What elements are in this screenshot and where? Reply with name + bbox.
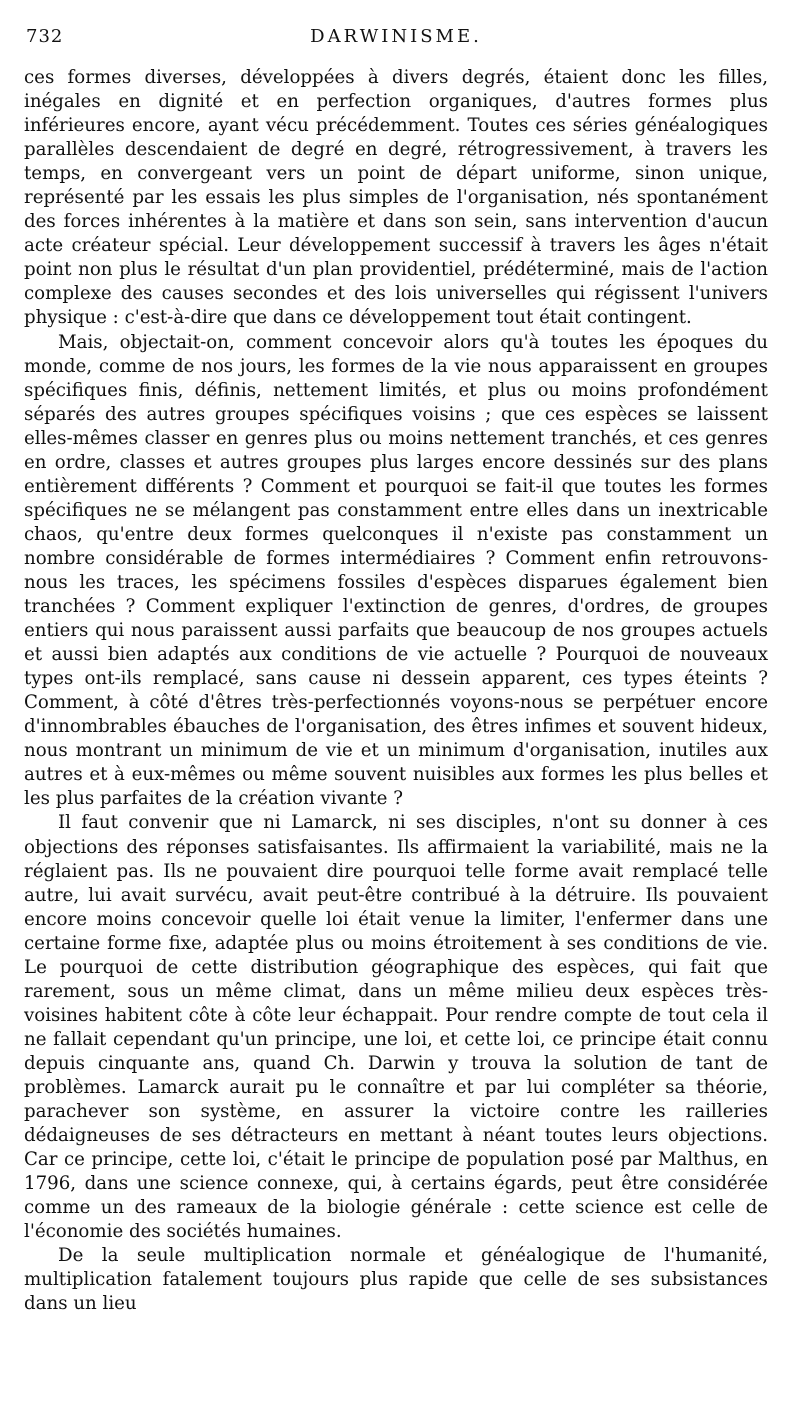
running-head: DARWINISME. [310,26,482,47]
page-header [24,22,768,52]
paragraph-1: ces formes diverses, développées à divers degrés, étaient donc les filles, inégales en dignité et en perfection organiques, d'autres formes plus inférieures encore, ayant vécu précédemment. Toutes ces séries généalogiques parallèles descendaient de degré en degré, rétrogressivement, à travers les temps, en convergeant vers un point de départ uniforme, sinon unique, représenté par les essais les plus simples de l'organisation, nés spontanément des forces inhérentes à la matière et dans son sein, sans intervention d'aucun acte créateur spécial. Leur développement successif à travers les âges n'était point non plus le résultat d'un plan providentiel, prédéterminé, mais de l'action complexe des causes secondes et des lois universelles qui régissent l'univers physique : c'est-à-dire que dans ce développement tout était contingent. [24,67,768,329]
page-number: 732 [26,26,64,47]
paragraph-3: Il faut convenir que ni Lamarck, ni ses disciples, n'ont su donner à ces objections des réponses satisfaisantes. Ils affirmaient la variabilité, mais ne la réglaient pas. Ils ne pouvaient dire pourquoi telle forme avait remplacé telle autre, lui avait survécu, avait peut-être contribué à la détruire. Ils pouvaient encore moins concevoir quelle loi était venue la limiter, l'enfermer dans une certaine forme fixe, adaptée plus ou moins étroitement à ses conditions de vie. Le pourquoi de cette distribution géographique des espèces, qui fait que rarement, sous un même climat, dans un même milieu deux espèces très-voisines habitent côte à côte leur échappait. Pour rendre compte de tout cela il ne fallait cependant qu'un principe, une loi, et cette loi, ce principe était connu depuis cinquante ans, quand Ch. Darwin y trouva la solution de tant de problèmes. Lamarck aurait pu le connaître et par lui compléter sa théorie, parachever son système, en assurer la victoire contre les railleries dédaigneuses de ses détracteurs en mettant à néant toutes leurs objections. Car ce principe, cette loi, c'était le principe de population posé par Malthus, en 1796, dans une science connexe, qui, à certains égards, peut être considérée comme un des rameaux de la biologie générale : cette science est celle de l'économie des sociétés humaines. [24,812,768,1243]
book-page [24,22,768,1316]
paragraph-4: De la seule multiplication normale et généalogique de l'humanité, multiplication fatalement toujours plus rapide que celle de ses subsistances dans un lieu [24,1245,768,1315]
paragraph-2: Mais, objectait-on, comment concevoir alors qu'à toutes les époques du monde, comme de nos jours, les formes de la vie nous apparaissent en groupes spécifiques finis, définis, nettement limités, et plus ou moins profondément séparés des autres groupes spécifiques voisins ; que ces espèces se laissent elles-mêmes classer en genres plus ou moins nettement tranchés, et ces genres en ordre, classes et autres groupes plus larges encore dessinés sur des plans entièrement différents ? Comment et pourquoi se fait-il que toutes les formes spécifiques ne se mélangent pas constamment entre elles dans un inextricable chaos, qu'entre deux formes quelconques il n'existe pas constamment un nombre considérable de formes intermédiaires ? Comment enfin retrouvons-nous les traces, les spécimens fossiles d'espèces disparues également bien tranchées ? Comment expliquer l'extinction de genres, d'ordres, de groupes entiers qui nous paraissent aussi parfaits que beaucoup de nos groupes actuels et aussi bien adaptés aux conditions de vie actuelle ? Pourquoi de nouveaux types ont-ils remplacé, sans cause ni dessein apparent, ces types éteints ? Comment, à côté d'êtres très-perfectionnés voyons-nous se perpétuer encore d'innombrables ébauches de l'organisation, des êtres infimes et souvent hideux, nous montrant un minimum de vie et un minimum d'organisation, inutiles aux autres et à eux-mêmes ou même souvent nuisibles aux formes les plus belles et les plus parfaites de la création vivante ? [24,331,768,810]
body-text [24,66,768,1316]
